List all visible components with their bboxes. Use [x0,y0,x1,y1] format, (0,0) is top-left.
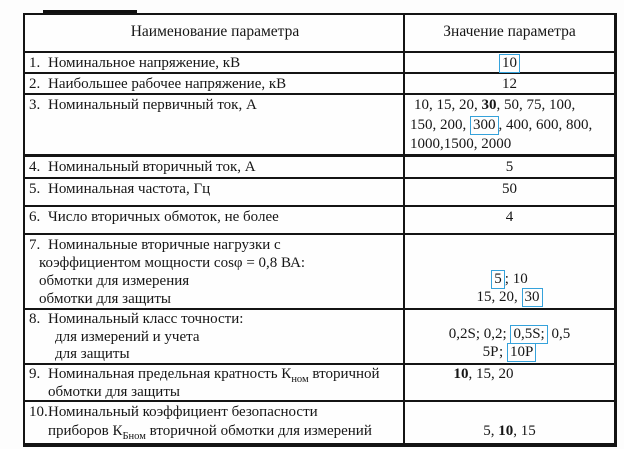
param-value-cell: 5 [505,159,514,175]
param-value-cell [405,402,614,443]
param-name: Номинальное напряжение, кВ [48,55,241,71]
row-number: 3. [29,97,41,113]
value-line: 15, 20, 30 [407,288,612,306]
bold-value: 30 [481,97,497,113]
param-value-cell [405,53,614,72]
row-number: 7. [29,237,41,253]
header-param-value: Значение параметра [443,23,576,40]
row-number: 6. [29,209,41,225]
value-line: 150, 200, 300 , 400, 600, 800, [410,116,593,133]
table-row [25,53,614,74]
subscript: ном [291,374,309,385]
value-line: 5 ; 10 [407,270,612,288]
param-value-cell: 4 [505,209,514,225]
param-value-cell: 10, 15, 20 [453,366,514,382]
row-number: 5. [29,181,41,197]
table-row [25,179,614,207]
param-name: Номинальный первичный ток, А [48,97,257,113]
parameters-table [23,13,617,447]
table-row [25,235,614,310]
row-number: 4. [29,159,41,175]
value-line: 0,2S; 0,2; 0,5S; 0,5 [448,326,571,342]
param-subline: обмотки для защиты [39,291,171,307]
highlight-box: 10 [499,54,520,73]
table-row [25,95,614,157]
param-value-cell: 12 [502,76,517,92]
param-subline: обмотки для измерения [39,273,190,289]
param-name: Номинальный класс точности: [48,311,244,327]
param-value-cell [405,310,614,363]
param-name-line: приборов $К_{Бном}$ вторичной обмотки для измерений [48,423,372,442]
highlight-box: 30 [522,288,543,307]
param-name: Номинальный коэффициент безопасности [48,404,318,420]
param-name: Номинальный вторичный ток, А [48,159,256,175]
highlight-box: 300 [470,116,499,135]
row-number: 8. [29,311,41,327]
param-name-cell [25,95,405,154]
value-line: 10, 15, 20, 30, 50, 75, 100, [414,97,576,113]
highlight-box: 10Р [507,343,536,362]
param-name-cell [25,179,405,205]
table-row [25,157,614,179]
header-param-name: Наименование параметра [25,15,405,51]
row-number: 10. [29,404,48,420]
table-row [25,310,614,365]
param-name: Номинальные вторичные нагрузки с [48,237,281,253]
param-name: Наибольшее рабочее напряжение, кВ [48,76,287,92]
param-value-cell: 50 [502,181,517,197]
param-name-line: обмотки для защиты [48,383,180,400]
bold-value: 10 [453,366,469,382]
bold-value: 10 [498,423,514,439]
param-name: Номинальная предельная кратность $К_{ном}$ вторичной [48,366,380,385]
value-line: 1000,1500, 2000 [410,136,512,152]
subscript: Бном [122,431,146,442]
param-name-cell [25,74,405,93]
param-name-cell [25,310,405,363]
param-value-cell [405,95,614,154]
table-row [25,365,614,402]
param-subline: для защиты [55,346,130,362]
value-line: 5Р; 10Р [407,344,612,362]
row-number: 1. [29,55,41,71]
table-row [25,402,614,443]
param-value-cell [405,235,614,308]
param-name: Номинальная частота, Гц [48,181,211,197]
row-number: 9. [29,366,41,382]
table-row [25,207,614,235]
table-header-row [25,15,614,53]
param-name-cell [25,53,405,72]
param-name: Число вторичных обмоток, не более [48,209,279,225]
param-name-cell [25,402,405,443]
param-name-cell [25,365,405,400]
param-name-line: коэффициентом мощности cosφ = 0,8 ВА: [39,255,306,271]
param-subline: для измерений и учета [55,328,200,345]
highlight-box: 0,5S; [510,325,547,344]
value-line: 5, 10, 15 [483,423,536,439]
table-row [25,74,614,95]
highlight-box: 5 [491,270,505,289]
param-name-cell [25,157,405,177]
row-number: 2. [29,76,41,92]
param-name-cell [25,207,405,233]
param-name-cell [25,235,405,308]
